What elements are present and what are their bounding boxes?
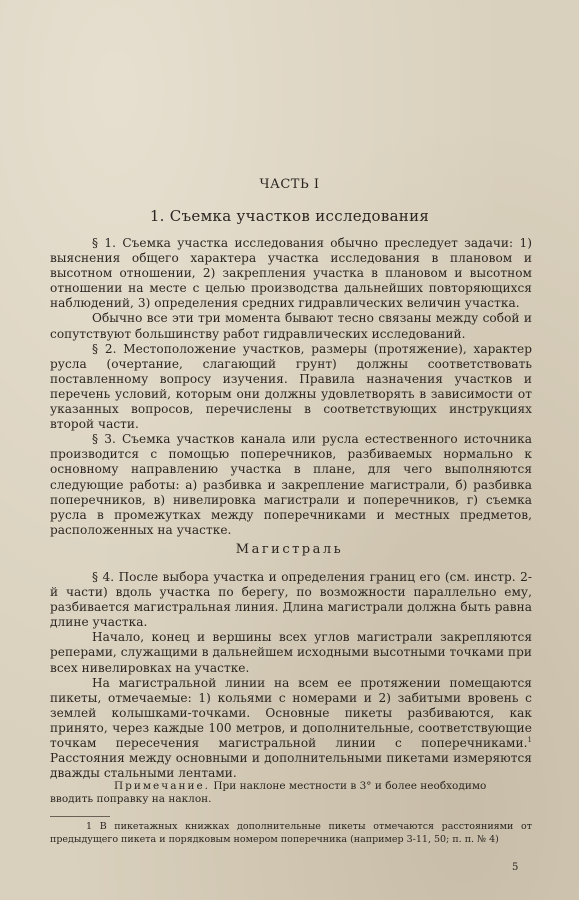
footnote-ref: 1 — [527, 736, 532, 744]
note — [50, 780, 532, 806]
page-number: 5 — [512, 862, 519, 873]
paragraph-5: § 4. После выбора участка и определения границ его (см. инстр. 2-й части) вдоль участка по берегу, по возможности параллельно ему, разбивается магистральная линия. Длина магистрали должна быть равна длине участка. — [50, 570, 532, 630]
section-magistral-body — [50, 570, 532, 781]
paragraph-2: Обычно все эти три момента бывают тесно связаны между собой и сопутствуют большинству работ гидравлических исследований. — [50, 311, 532, 341]
subheading-magistral: Магистраль — [235, 542, 344, 557]
note-text: При наклоне местности в 3° и более необходимо вводить поправку на наклон. — [50, 780, 487, 805]
footnote-mark: 1 — [86, 821, 93, 832]
paragraph-1: § 1. Съемка участка исследования обычно преследует задачи: 1) выяснения общего характера участка исследования в плановом и высотном отношении, 2) закрепления участка в плановом и высотном отношении на месте с целью производства дальнейших повторяющихся наблюдений, 3) определения средних гидравлических величин участка. — [50, 236, 532, 311]
section-1-body — [50, 236, 532, 538]
paragraph-7-text: На магистральной линии на всем ее протяжении помещаются пикеты, отмечаемые: 1) кольями с номерами и 2) забитыми вровень с землей колышками-точками. Основные пикеты разбиваются, как принято, через каждые 100 метров, и дополнительные, соответствующие точкам пересечения магистральной линии с поперечниками. — [50, 675, 532, 751]
paragraph-7 — [50, 676, 532, 782]
footnote-text: В пикетажных книжках дополнительные пикеты отмечаются расстояниями от предыдущего пикета и порядковым номером поперечника (например 3-11, 50; п. п. № 4) — [50, 821, 532, 845]
note-label: Примечание. — [114, 780, 211, 792]
part-title: ЧАСТЬ I — [259, 177, 320, 192]
footnote-divider — [50, 816, 110, 817]
footnote — [50, 821, 532, 846]
paragraph-4: § 3. Съемка участков канала или русла естественного источника производится с помощью поперечников, разбиваемых нормально к основному направлению участка в плане, для чего выполняются следующие работы: а) разбивка и закрепление магистрали, б) разбивка поперечников, в) нивелировка магистрали и поперечников, г) съемка русла в промежутках между поперечниками и местных предметов, расположенных на участке. — [50, 432, 532, 537]
paragraph-6: Начало, конец и вершины всех углов магистрали закрепляются реперами, служащими в дальнейшем исходными высотными точками при всех нивелировках на участке. — [50, 630, 532, 675]
paragraph-7-tail: Расстояния между основными и дополнительными пикетами измеряются дважды стальными лентами. — [50, 751, 532, 781]
section-title: 1. Съемка участков исследования — [149, 207, 430, 225]
paragraph-3: § 2. Местоположение участков, размеры (протяжение), характер русла (очертание, слагающий грунт) должны соответствовать поставленному вопросу изучения. Правила назначения участков и перечень условий, которым они должны удовлетворять в зависимости от указанных вопросов, перечислены в соответствующих инструкциях второй части. — [50, 341, 532, 432]
